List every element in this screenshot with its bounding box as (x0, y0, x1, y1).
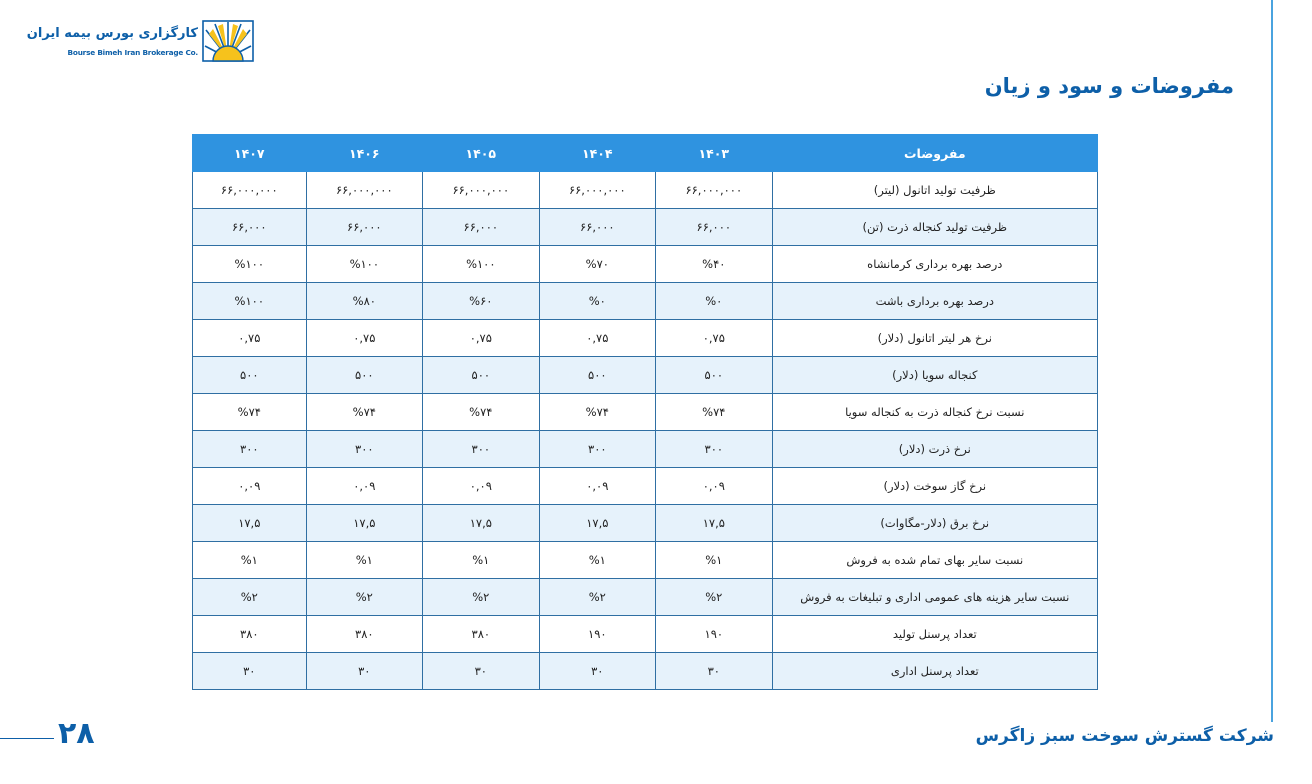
value-cell: %۷۴ (656, 394, 773, 431)
table-body (193, 172, 1098, 690)
value-cell: %۷۰ (539, 246, 656, 283)
row-label-cell: نسبت سایر هزینه های عمومی اداری و تبلیغات به فروش (772, 579, 1097, 616)
row-label-cell: نرخ برق (دلار-مگاوات) (772, 505, 1097, 542)
value-cell: ۱۷,۵ (193, 505, 307, 542)
accent-vertical-line (1271, 0, 1273, 722)
value-cell: ۳۰۰ (306, 431, 423, 468)
value-cell: ۳۰۰ (539, 431, 656, 468)
value-cell: ۳۰۰ (193, 431, 307, 468)
value-cell: ۶۶,۰۰۰ (539, 209, 656, 246)
value-cell: ۵۰۰ (193, 357, 307, 394)
value-cell: ۰,۷۵ (423, 320, 540, 357)
table-row (193, 653, 1098, 690)
value-cell: ۳۸۰ (306, 616, 423, 653)
table-row (193, 320, 1098, 357)
value-cell: ۰,۷۵ (539, 320, 656, 357)
value-cell: ۱۷,۵ (423, 505, 540, 542)
value-cell: ۳۰ (423, 653, 540, 690)
value-cell: %۲ (193, 579, 307, 616)
value-cell: ۳۰۰ (656, 431, 773, 468)
value-cell: ۰,۰۹ (193, 468, 307, 505)
value-cell: ۱۷,۵ (306, 505, 423, 542)
value-cell: %۲ (656, 579, 773, 616)
value-cell: ۳۸۰ (193, 616, 307, 653)
value-cell: %۱ (193, 542, 307, 579)
row-label-cell: کنجاله سویا (دلار) (772, 357, 1097, 394)
table-row (193, 172, 1098, 209)
value-cell: ۶۶,۰۰۰,۰۰۰ (656, 172, 773, 209)
table-row (193, 283, 1098, 320)
value-cell: %۱ (423, 542, 540, 579)
value-cell: ۶۶,۰۰۰,۰۰۰ (423, 172, 540, 209)
row-label-cell: تعداد پرسنل اداری (772, 653, 1097, 690)
header-cell-label: مفروضات (772, 135, 1097, 172)
value-cell: ۰,۷۵ (193, 320, 307, 357)
table-row (193, 246, 1098, 283)
company-logo (26, 20, 258, 66)
row-label-cell: درصد بهره برداری کرمانشاه (772, 246, 1097, 283)
value-cell: ۳۰ (193, 653, 307, 690)
row-label-cell: نسبت نرخ کنجاله ذرت به کنجاله سویا (772, 394, 1097, 431)
value-cell: ۶۶,۰۰۰ (306, 209, 423, 246)
table-row (193, 431, 1098, 468)
table-row (193, 505, 1098, 542)
table-row (193, 394, 1098, 431)
value-cell: ۶۶,۰۰۰,۰۰۰ (539, 172, 656, 209)
value-cell: ۶۶,۰۰۰ (193, 209, 307, 246)
value-cell: %۷۴ (306, 394, 423, 431)
value-cell: %۱ (656, 542, 773, 579)
value-cell: %۲ (539, 579, 656, 616)
row-label-cell: ظرفیت تولید کنجاله ذرت (تن) (772, 209, 1097, 246)
table-header-row (193, 135, 1098, 172)
header-cell-year: ۱۴۰۷ (193, 135, 307, 172)
value-cell: ۰,۰۹ (656, 468, 773, 505)
value-cell: %۴۰ (656, 246, 773, 283)
value-cell: %۸۰ (306, 283, 423, 320)
logo-text (26, 20, 198, 59)
page-number: ۲۸ (58, 716, 95, 751)
value-cell: ۳۸۰ (423, 616, 540, 653)
value-cell: ۰,۰۹ (539, 468, 656, 505)
value-cell: ۵۰۰ (539, 357, 656, 394)
value-cell: %۰ (539, 283, 656, 320)
value-cell: ۳۰۰ (423, 431, 540, 468)
page-title: مفروضات و سود و زیان (984, 74, 1234, 98)
header-cell-year: ۱۴۰۴ (539, 135, 656, 172)
table-row (193, 616, 1098, 653)
footer-line (0, 738, 54, 739)
row-label-cell: نرخ ذرت (دلار) (772, 431, 1097, 468)
value-cell: %۲ (306, 579, 423, 616)
value-cell: ۰,۷۵ (306, 320, 423, 357)
value-cell: ۶۶,۰۰۰,۰۰۰ (306, 172, 423, 209)
value-cell: ۰,۷۵ (656, 320, 773, 357)
value-cell: ۱۹۰ (656, 616, 773, 653)
value-cell: ۱۹۰ (539, 616, 656, 653)
value-cell: %۷۴ (539, 394, 656, 431)
value-cell: %۰ (656, 283, 773, 320)
company-name: شرکت گسترش سوخت سبز زاگرس (975, 726, 1274, 746)
value-cell: %۱۰۰ (423, 246, 540, 283)
value-cell: %۷۴ (193, 394, 307, 431)
value-cell: %۱۰۰ (193, 283, 307, 320)
value-cell: ۱۷,۵ (539, 505, 656, 542)
value-cell: %۱ (539, 542, 656, 579)
value-cell: ۳۰ (656, 653, 773, 690)
value-cell: ۶۶,۰۰۰ (423, 209, 540, 246)
value-cell: ۶۶,۰۰۰ (656, 209, 773, 246)
value-cell: %۱۰۰ (306, 246, 423, 283)
row-label-cell: نسبت سایر بهای تمام شده به فروش (772, 542, 1097, 579)
header-cell-year: ۱۴۰۵ (423, 135, 540, 172)
logo-text-fa: کارگزاری بورس بیمه ایران (26, 26, 198, 41)
value-cell: ۳۰ (306, 653, 423, 690)
value-cell: %۲ (423, 579, 540, 616)
value-cell: ۵۰۰ (656, 357, 773, 394)
row-label-cell: تعداد پرسنل تولید (772, 616, 1097, 653)
value-cell: %۱۰۰ (193, 246, 307, 283)
logo-text-en: Bourse Bimeh Iran Brokerage Co. (67, 48, 198, 57)
table-row (193, 357, 1098, 394)
row-label-cell: درصد بهره برداری باشت (772, 283, 1097, 320)
value-cell: ۱۷,۵ (656, 505, 773, 542)
value-cell: ۵۰۰ (423, 357, 540, 394)
sun-logo-icon (202, 20, 254, 62)
value-cell: %۷۴ (423, 394, 540, 431)
value-cell: ۳۰ (539, 653, 656, 690)
value-cell: ۰,۰۹ (306, 468, 423, 505)
table-row (193, 579, 1098, 616)
value-cell: ۶۶,۰۰۰,۰۰۰ (193, 172, 307, 209)
value-cell: ۵۰۰ (306, 357, 423, 394)
row-label-cell: نرخ هر لیتر اتانول (دلار) (772, 320, 1097, 357)
row-label-cell: ظرفیت تولید اتانول (لیتر) (772, 172, 1097, 209)
value-cell: ۰,۰۹ (423, 468, 540, 505)
table-row (193, 468, 1098, 505)
value-cell: %۱ (306, 542, 423, 579)
table-row (193, 542, 1098, 579)
assumptions-table (192, 134, 1098, 690)
table-row (193, 209, 1098, 246)
header-cell-year: ۱۴۰۳ (656, 135, 773, 172)
row-label-cell: نرخ گاز سوخت (دلار) (772, 468, 1097, 505)
header-cell-year: ۱۴۰۶ (306, 135, 423, 172)
value-cell: %۶۰ (423, 283, 540, 320)
